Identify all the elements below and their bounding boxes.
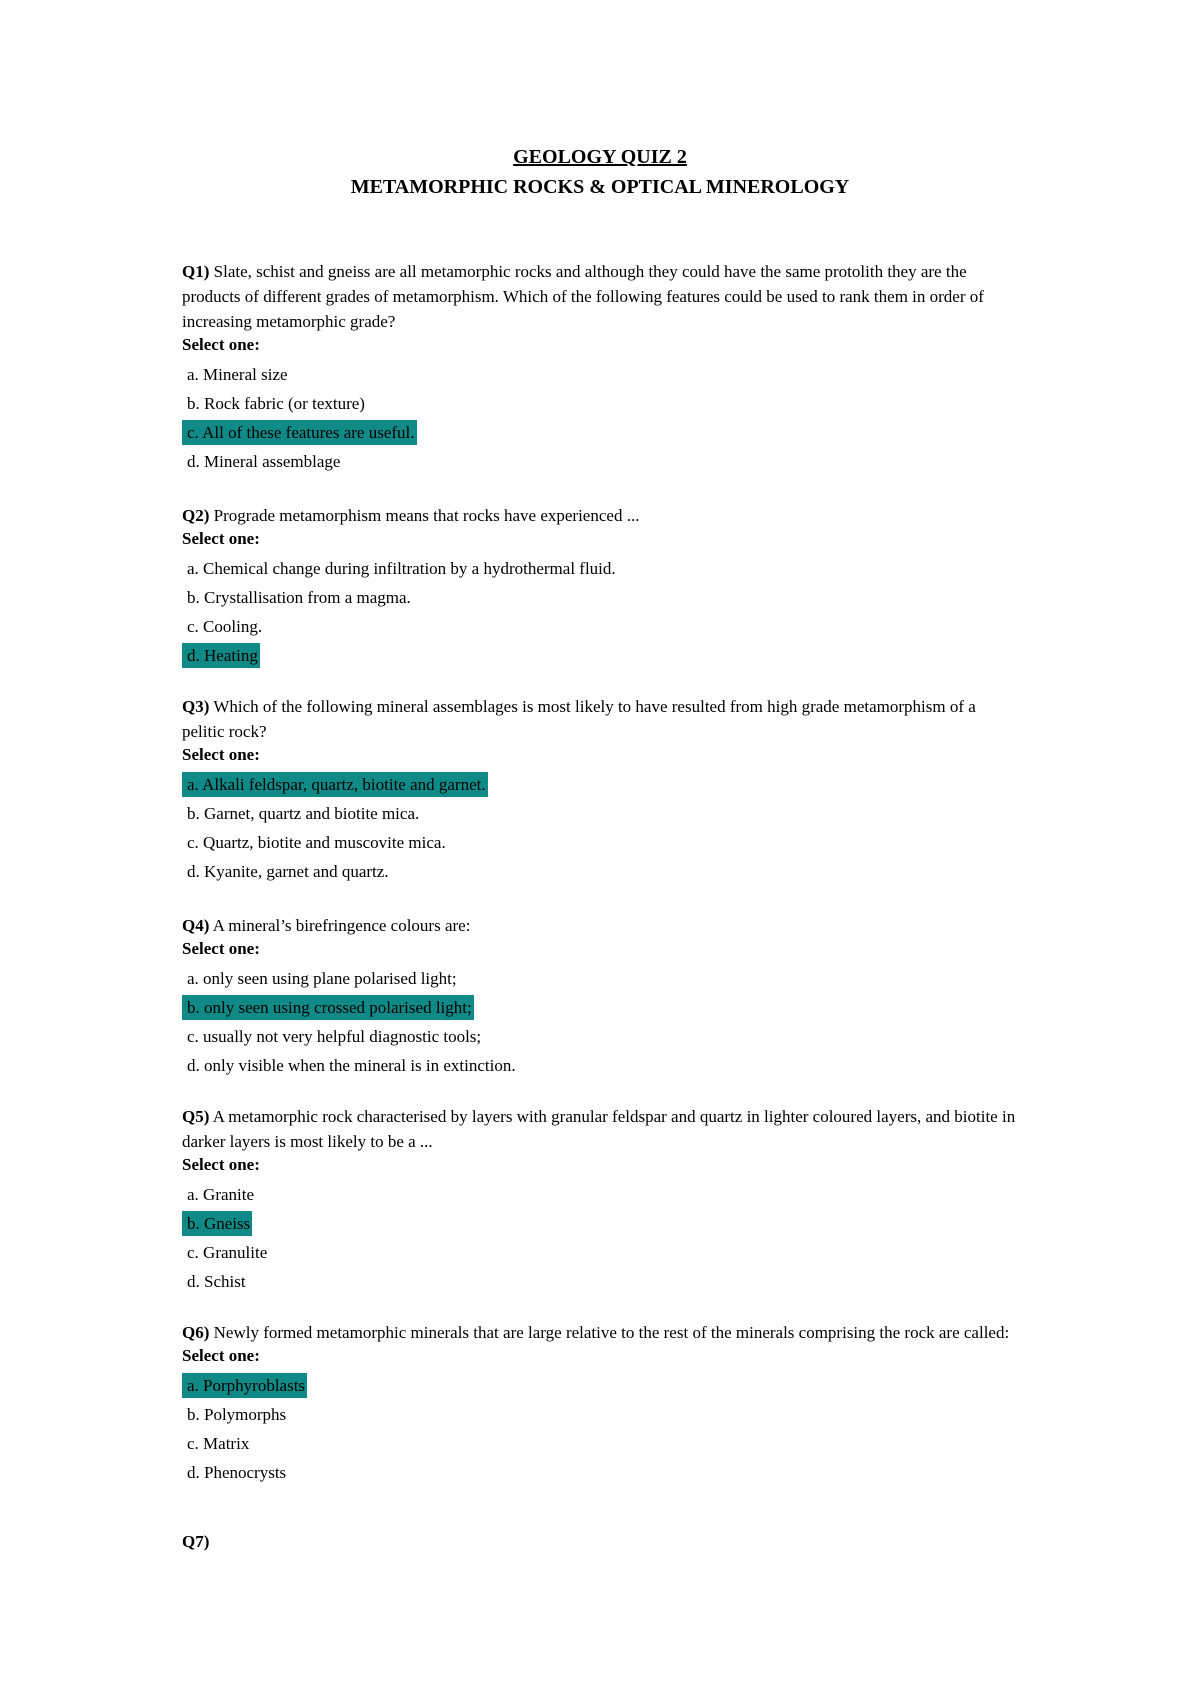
answer-option[interactable]: d. Schist [187, 1272, 246, 1291]
question-3 [182, 694, 1022, 886]
question-4 [182, 913, 1022, 1080]
answer-option[interactable]: b. Polymorphs [187, 1405, 287, 1424]
select-one-label: Select one: [182, 335, 260, 354]
answer-option[interactable]: a. Mineral size [187, 365, 288, 384]
quiz-subtitle: METAMORPHIC ROCKS & OPTICAL MINEROLOGY [350, 176, 850, 198]
question-text [182, 1320, 1022, 1345]
select-one-label: Select one: [182, 1346, 260, 1365]
answer-option[interactable]: c. usually not very helpful diagnostic tools; [187, 1027, 482, 1046]
question-text [182, 913, 1022, 938]
question-number: Q4) [182, 916, 210, 935]
answer-option[interactable]: a. Granite [187, 1185, 255, 1204]
quiz-title: GEOLOGY QUIZ 2 [513, 146, 687, 168]
answer-option[interactable]: b. Crystallisation from a magma. [187, 588, 411, 607]
question-text [182, 503, 1022, 528]
question-2 [182, 503, 1022, 670]
answer-option[interactable]: d. Mineral assemblage [187, 452, 341, 471]
question-1 [182, 259, 1022, 476]
select-one-label: Select one: [182, 529, 260, 548]
question-number: Q5) [182, 1107, 210, 1126]
answer-option-correct[interactable]: a. Alkali feldspar, quartz, biotite and garnet. [182, 770, 1022, 799]
question-number: Q3) [182, 697, 210, 716]
select-one-label: Select one: [182, 939, 260, 958]
answer-option[interactable]: d. Kyanite, garnet and quartz. [187, 862, 389, 881]
answer-option-correct[interactable]: b. only seen using crossed polarised light; [182, 993, 1022, 1022]
question-number: Q2) [182, 506, 210, 525]
answer-options [182, 964, 1022, 1080]
answer-options [182, 360, 1022, 476]
answer-option[interactable]: a. only seen using plane polarised light; [187, 969, 457, 988]
select-one-label: Select one: [182, 1155, 260, 1174]
answer-option[interactable]: c. Granulite [187, 1243, 268, 1262]
question-body: Which of the following mineral assemblages is most likely to have resulted from high grade metamorphism of a pelitic rock? [182, 697, 976, 741]
question-5 [182, 1104, 1022, 1296]
answer-option-correct[interactable]: d. Heating [182, 641, 1022, 670]
question-number: Q6) [182, 1323, 210, 1342]
answer-option-correct[interactable]: c. All of these features are useful. [182, 418, 1022, 447]
answer-option[interactable]: b. Rock fabric (or texture) [187, 394, 365, 413]
question-text [182, 694, 1022, 744]
answer-option[interactable]: c. Quartz, biotite and muscovite mica. [187, 833, 446, 852]
question-body: A mineral’s birefringence colours are: [212, 916, 471, 935]
answer-options [182, 554, 1022, 670]
question-body: A metamorphic rock characterised by layers with granular feldspar and quartz in lighter coloured layers, and biotite in darker layers is most likely to be a ... [182, 1107, 1016, 1151]
question-body: Newly formed metamorphic minerals that are large relative to the rest of the minerals comprising the rock are called: [213, 1323, 1010, 1342]
answer-option-correct[interactable]: b. Gneiss [182, 1209, 1022, 1238]
answer-option[interactable]: a. Chemical change during infiltration by a hydrothermal fluid. [187, 559, 616, 578]
question-text [182, 1104, 1022, 1154]
question-7-number: Q7) [182, 1532, 210, 1551]
question-6 [182, 1320, 1022, 1487]
answer-option-correct[interactable]: a. Porphyroblasts [182, 1371, 1022, 1400]
answer-option[interactable]: d. only visible when the mineral is in extinction. [187, 1056, 516, 1075]
answer-option[interactable]: b. Garnet, quartz and biotite mica. [187, 804, 420, 823]
question-number: Q1) [182, 262, 210, 281]
question-body: Slate, schist and gneiss are all metamorphic rocks and although they could have the same protolith they are the products of different grades of metamorphism. Which of the following features could be used to rank them in order of increasing metamorphic grade? [182, 262, 984, 331]
answer-option[interactable]: d. Phenocrysts [187, 1463, 287, 1482]
answer-options [182, 1180, 1022, 1296]
answer-option[interactable]: c. Cooling. [187, 617, 263, 636]
answer-options [182, 770, 1022, 886]
question-body: Prograde metamorphism means that rocks have experienced ... [213, 506, 640, 525]
question-text [182, 259, 1022, 334]
answer-option[interactable]: c. Matrix [187, 1434, 250, 1453]
answer-options [182, 1371, 1022, 1487]
select-one-label: Select one: [182, 745, 260, 764]
